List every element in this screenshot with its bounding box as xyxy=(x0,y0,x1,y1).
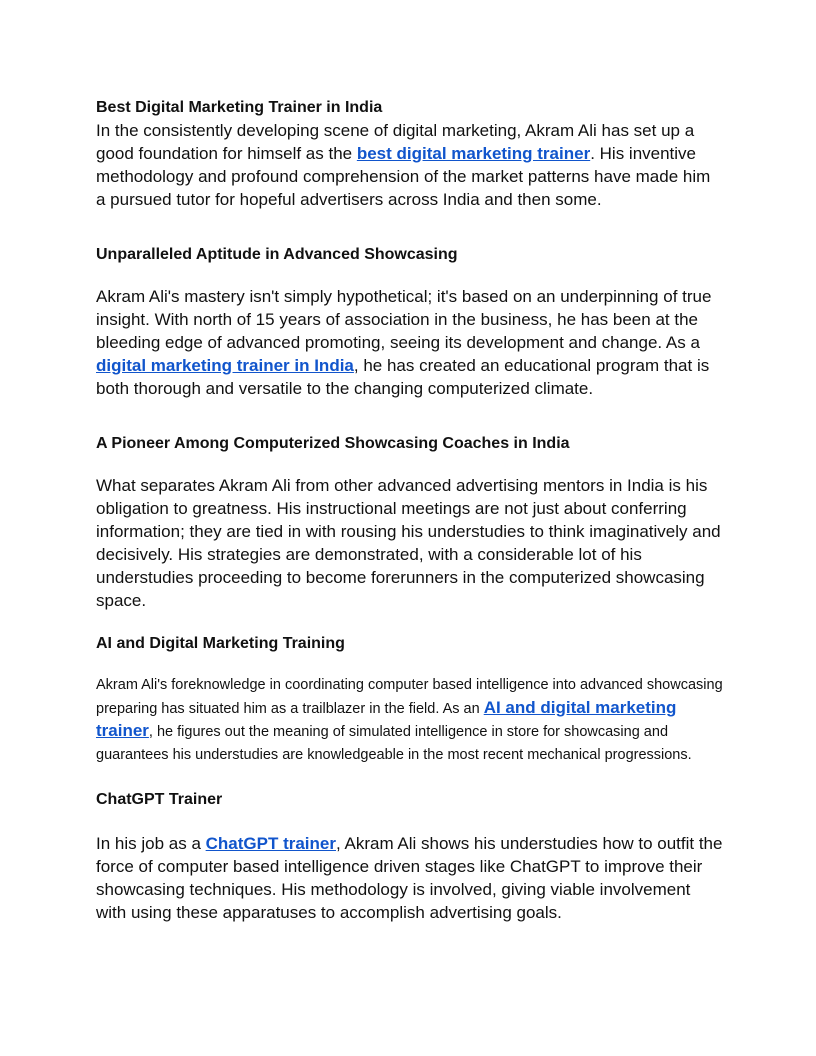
paragraph-text: In his job as a xyxy=(96,834,206,853)
section-pioneer xyxy=(96,432,724,612)
section-ai-training xyxy=(96,632,724,766)
ai-and-digital-marketing-trainer-link[interactable]: AI and digital marketing trainer xyxy=(96,697,677,740)
paragraph-text: , Akram Ali shows his understudies how to outfit the force of computer based intelligence driven stages like ChatGPT to improve their showcasing techniques. His methodology is involved, giving viable involvement with using these apparatuses to accomplish advertising goals. xyxy=(96,834,723,922)
section-chatgpt-trainer xyxy=(96,788,724,924)
paragraph-text: , he has created an educational program that is both thorough and versatile to the changing computerized climate. xyxy=(96,356,710,398)
paragraph-ai-training xyxy=(96,674,724,766)
paragraph-chatgpt-trainer xyxy=(96,832,724,924)
heading-best-trainer: Best Digital Marketing Trainer in India xyxy=(96,99,383,116)
section-unparalleled-aptitude xyxy=(96,243,724,400)
best-digital-marketing-trainer-link[interactable]: best digital marketing trainer xyxy=(356,144,591,163)
paragraph-text: Akram Ali's foreknowledge in coordinating computer based intelligence into advanced showcasing preparing has situated him as a trailblazer in the field. As an xyxy=(96,677,723,717)
paragraph-text: , he figures out the meaning of simulated intelligence in store for showcasing and guarantees his understudies are knowledgeable in the most recent mechanical progressions. xyxy=(96,724,692,763)
paragraph-best-trainer xyxy=(96,119,724,211)
heading-chatgpt-trainer: ChatGPT Trainer xyxy=(96,791,223,808)
chatgpt-trainer-link[interactable]: ChatGPT trainer xyxy=(205,834,336,853)
paragraph-pioneer: What separates Akram Ali from other advanced advertising mentors in India is his obligation to greatness. His instructional meetings are not just about conferring information; they are tied in with rousing his understudies to think imaginatively and decisively. His strategies are demonstrated, with a considerable lot of his understudies proceeding to become forerunners in the computerized showcasing space. xyxy=(96,476,721,610)
paragraph-text: Akram Ali's mastery isn't simply hypothetical; it's based on an underpinning of true insight. With north of 15 years of association in the business, he has been at the bleeding edge of advanced promoting, seeing its development and change. As a xyxy=(96,287,712,352)
paragraph-text: . His inventive methodology and profound comprehension of the market patterns have made him a pursued tutor for hopeful advertisers across India and then some. xyxy=(96,144,711,209)
digital-marketing-trainer-in-india-link[interactable]: digital marketing trainer in India xyxy=(96,356,354,375)
heading-pioneer: A Pioneer Among Computerized Showcasing Coaches in India xyxy=(96,435,570,452)
heading-unparalleled-aptitude: Unparalleled Aptitude in Advanced Showcasing xyxy=(96,246,458,263)
paragraph-unparalleled-aptitude xyxy=(96,285,724,400)
document-page xyxy=(96,96,724,924)
section-best-trainer xyxy=(96,96,724,211)
heading-ai-training: AI and Digital Marketing Training xyxy=(96,635,345,652)
paragraph-text: In the consistently developing scene of digital marketing, Akram Ali has set up a good foundation for himself as the xyxy=(96,121,695,163)
